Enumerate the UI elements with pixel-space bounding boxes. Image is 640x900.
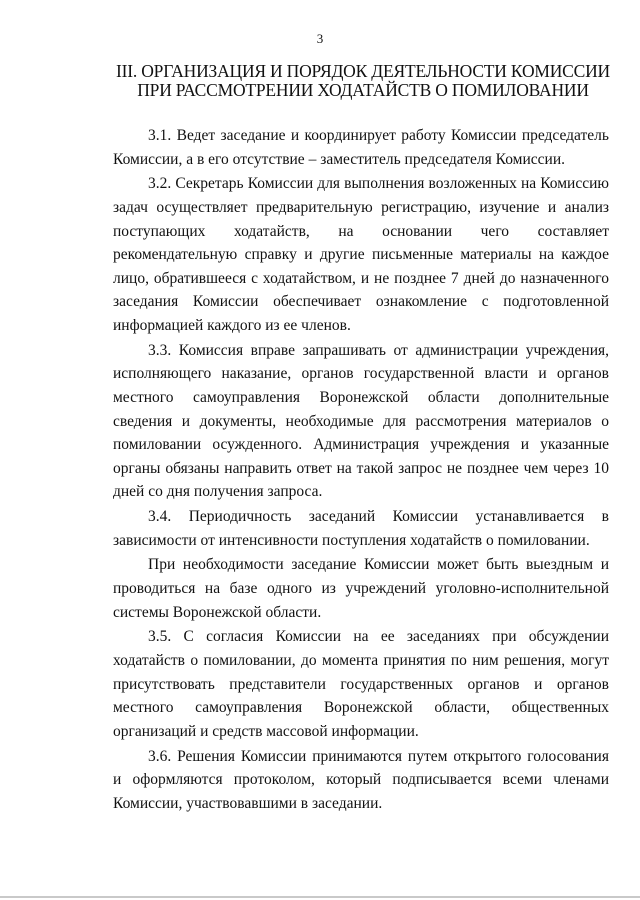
section-body (113, 124, 609, 815)
section-heading (90, 62, 636, 100)
paragraph-3-3: 3.3. Комиссия вправе запрашивать от администрации учреждения, исполняющего наказание, органов государственной власти и органов местного самоуправления Воронежской области дополнительные сведения и документы, необходимые для рассмотрения материалов о помиловании осужденного. Администрация учреждения и указанные органы обязаны направить ответ на такой запрос не позднее чем через 10 дней со дня получения запроса. (113, 341, 609, 501)
paragraph-3-1: 3.1. Ведет заседание и координирует работу Комиссии председатель Комиссии, а в его отсутствие – заместитель председателя Комиссии. (113, 127, 609, 168)
scan-edge-line (0, 896, 640, 898)
paragraph-3-5: 3.5. С согласия Комиссии на ее заседаниях при обсуждении ходатайств о помиловании, до момента принятия по ним решения, могут присутствовать представители государственных органов и органов местного самоуправления Воронежской области, общественных организаций и средств массовой информации. (113, 628, 609, 740)
paragraph-3-2: 3.2. Секретарь Комиссии для выполнения возложенных на Комиссию задач осуществляет предварительную регистрацию, изучение и анализ поступающих ходатайств, на основании чего составляет рекомендательную справку и другие письменные материалы на каждое лицо, обратившееся с ходатайством, и не позднее 7 дней до назначенного заседания Комиссии обеспечивает ознакомление с подготовленной информацией каждого из ее членов. (113, 175, 609, 334)
paragraph-3-4-continued: При необходимости заседание Комиссии может быть выездным и проводиться на базе одного из учреждений уголовно-исполнительной системы Воронежской области. (113, 556, 609, 621)
page-number: 3 (316, 31, 324, 46)
section-heading-line-1: III. ОРГАНИЗАЦИЯ И ПОРЯДОК ДЕЯТЕЛЬНОСТИ КОМИССИИ (116, 61, 610, 81)
paragraph-3-6: 3.6. Решения Комиссии принимаются путем открытого голосования и оформляются протоколом, который подписывается всеми членами Комиссии, участвовавшими в заседании. (113, 747, 609, 812)
paragraph-3-4: 3.4. Периодичность заседаний Комиссии устанавливается в зависимости от интенсивности поступления ходатайств о помиловании. (113, 508, 609, 549)
section-heading-line-2: ПРИ РАССМОТРЕНИИ ХОДАТАЙСТВ О ПОМИЛОВАНИИ (137, 80, 589, 100)
